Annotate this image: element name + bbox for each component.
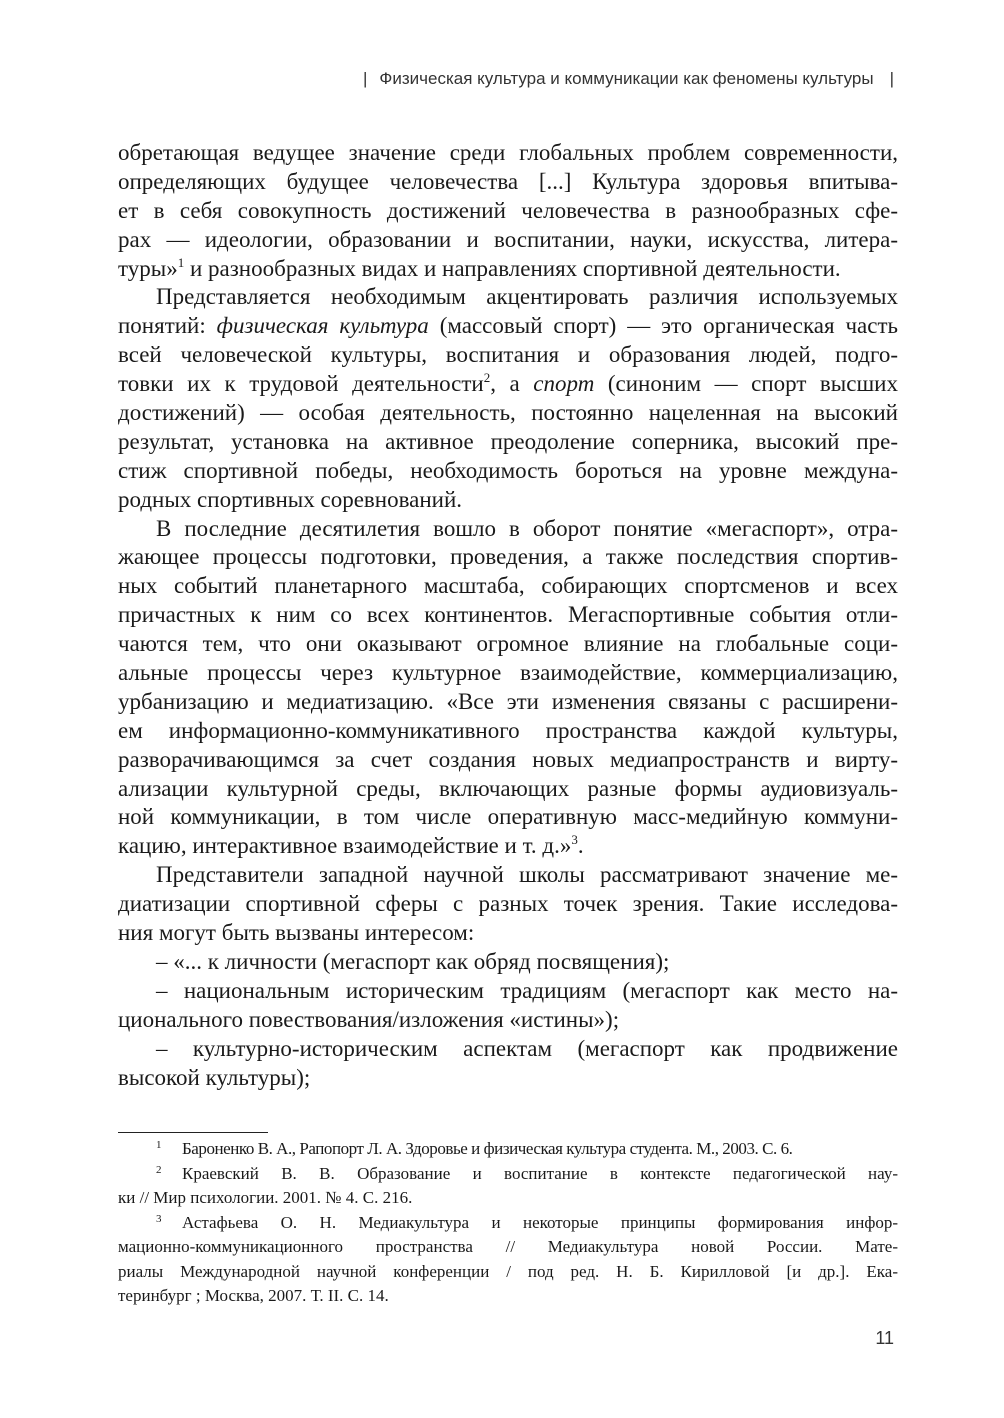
italic-term: физическая культура — [216, 313, 429, 339]
text-line: всей человеческой культуры, воспитания и образования людей, подго- — [118, 342, 898, 368]
text-line: причастных к ним со всех континентов. Мегаспортивные события отли- — [118, 602, 898, 628]
footnote-rule — [118, 1132, 268, 1133]
text-line: урбанизацию и медиатизацию. «Все эти изменения связаны с расширени- — [118, 688, 898, 714]
text-line: достижений) — особая деятельность, постоянно нацеленная на высокий — [118, 400, 898, 426]
body-text — [118, 139, 898, 1092]
text-run: и разнообразных видах и направлениях спортивной деятельности. — [184, 255, 841, 281]
running-head — [351, 69, 894, 89]
text-line: рах — идеологии, образовании и воспитании, науки, искусства, литера- — [118, 226, 898, 252]
text-run: (массовый спорт) — это органическая часть — [428, 313, 898, 339]
text-line: ет в себя совокупность достижений человечества в разнообразных сфе- — [118, 197, 898, 223]
running-head-divider: | — [363, 69, 368, 88]
text-line: В последние десятилетия вошло в оборот понятие «мегаспорт», отра- — [156, 515, 898, 541]
running-head-divider: | — [889, 69, 894, 88]
text-line: разворачивающимся за счет создания новых медиапространств и вирту- — [118, 746, 898, 772]
text-line: ной коммуникации, в том числе оперативную масс-медийную коммуни- — [118, 804, 898, 830]
footnote-text: Бароненко В. А., Рапопорт Л. А. Здоровье и физическая культура студента. М., 2003. С. 6. — [182, 1139, 793, 1158]
footnote-text: ки // Мир психологии. 2001. № 4. С. 216. — [118, 1188, 413, 1207]
text-line: диатизации спортивной сферы с разных точек зрения. Такие исследова- — [118, 891, 898, 917]
footnote-text: Краевский В. В. Образование и воспитание в контексте педагогической нау- — [182, 1163, 898, 1183]
list-item: – «... к личности (мегаспорт как обряд посвящения); — [156, 948, 670, 974]
text-line: стиж спортивной победы, необходимость бороться на уровне междуна- — [118, 457, 898, 483]
page-number: 11 — [875, 1328, 894, 1348]
text-line: жающее процессы подготовки, проведения, а также последствия спортив- — [118, 544, 898, 570]
text-line — [118, 312, 898, 341]
footnote: 1 Бароненко В. А., Рапопорт Л. А. Здоровье и физическая культура студента. М., 2003. С. 6. — [156, 1139, 793, 1158]
running-head-title: Физическая культура и коммуникации как феномены культуры — [379, 69, 874, 88]
text-line: Представители западной научной школы рассматривают значение ме- — [156, 862, 898, 888]
text-line: ных событий планетарного масштаба, собирающих спортсменов и всех — [118, 573, 898, 599]
list-item: – национальным историческим традициям (мегаспорт как место на- — [156, 977, 898, 1003]
footnote-ref: 1 — [177, 254, 185, 270]
text-line: ализации культурной среды, включающих разные формы аудиовизуаль- — [118, 775, 898, 801]
text-line: обретающая ведущее значение среди глобальных проблем современности, — [118, 140, 898, 165]
text-line — [118, 370, 898, 399]
text-run: (синоним — спорт высших — [594, 371, 898, 397]
text-run: кацию, интерактивное взаимодействие и т. д.» — [118, 833, 572, 859]
text-line: родных спортивных соревнований. — [118, 486, 463, 512]
text-line: ния могут быть вызваны интересом: — [118, 920, 475, 946]
text-line: Представляется необходимым акцентировать различия используемых — [156, 284, 898, 310]
list-item: – культурно-историческим аспектам (мегаспорт как продвижение — [156, 1035, 898, 1061]
footnote-text: мационно-коммуникационного пространства // Медиакультура новой России. Мате- — [118, 1237, 898, 1256]
text-line — [118, 832, 898, 861]
list-item-continuation: высокой культуры); — [118, 1064, 311, 1090]
footnote-ref: 3 — [571, 832, 578, 848]
list-item-continuation: ционального повествования/изложения «истины»); — [118, 1006, 620, 1032]
text-run: понятий: — [118, 313, 217, 339]
footnote-text: риалы Международной научной конференции / под ред. Н. Б. Кирилловой [и др.]. Ека- — [118, 1261, 898, 1281]
footnote: 2 Краевский В. В. Образование и воспитание в контексте педагогической нау- — [156, 1163, 898, 1183]
text-line: ем информационно-коммуникативного пространства каждой культуры, — [118, 717, 898, 743]
footnote-text: теринбург ; Москва, 2007. Т. II. С. 14. — [118, 1286, 389, 1305]
footnotes — [118, 1137, 898, 1309]
footnote-text: Астафьева О. Н. Медиакультура и некоторые принципы формирования инфор- — [182, 1212, 898, 1232]
footnote-ref: 2 — [483, 370, 491, 386]
text-line — [118, 255, 898, 284]
italic-term: спорт — [533, 371, 595, 397]
text-run: . — [577, 833, 584, 859]
text-run: , а — [490, 371, 534, 397]
text-line: определяющих будущее человечества [...] Культура здоровья впитыва- — [118, 168, 898, 194]
text-line: результат, установка на активное преодоление соперника, высокий пре- — [118, 428, 898, 454]
footnote: 3 Астафьева О. Н. Медиакультура и некоторые принципы формирования инфор- — [156, 1212, 898, 1232]
text-line: чаются тем, что они оказывают огромное влияние на глобальные соци- — [118, 631, 898, 657]
text-run: туры» — [118, 255, 178, 281]
text-line: альные процессы через культурное взаимодействие, коммерциализацию, — [118, 660, 898, 686]
text-run: товки их к трудовой деятельности — [118, 371, 484, 397]
